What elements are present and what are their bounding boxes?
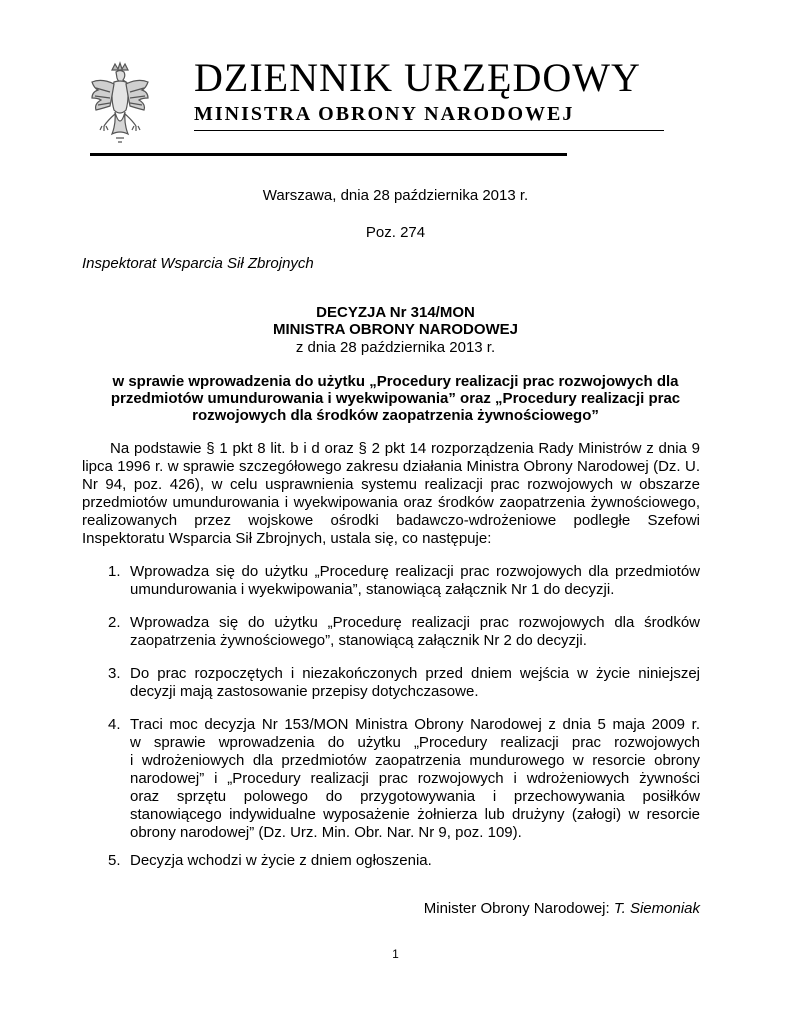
item-number: 4.: [108, 716, 121, 733]
subject-line: rozwojowych dla środków zaopatrzenia żywnościowego”: [192, 407, 599, 424]
list-item: [108, 614, 700, 650]
masthead-divider: [194, 130, 664, 131]
decision-authority: MINISTRA OBRONY NARODOWEJ: [272, 321, 518, 338]
masthead-subtitle: MINISTRA OBRONY NARODOWEJ: [194, 103, 575, 125]
item-line: Do prac rozpoczętych i niezakończonych przed dniem wejścia w życie niniejszej: [130, 665, 700, 682]
list-item: [108, 716, 700, 842]
preamble-text: Na podstawie § 1 pkt 8 lit. b i d oraz § 2 pkt 14 rozporządzenia Rady Ministrów z dnia 9 lipca 1996 r. w sprawie szczegółowego zakresu działania Ministra Obrony Narodowej (Dz. U. Nr 94, poz. 426), w celu usprawnienia systemu realizacji prac rozwojowych w obszarze przedmiotów umundurowania i wyekwipowania oraz środków zaopatrzenia żywnościowego, realizowanych przez wojskowe ośrodki badawczo-wdrożeniowe podległe Szefowi Inspektoratu Wsparcia Sił Zbrojnych, ustala się, co następuje:: [82, 440, 700, 547]
item-line: Traci moc decyzja Nr 153/MON Ministra Obrony Narodowej z dnia 5 maja 2009 r.: [130, 716, 700, 733]
header-rule: [90, 153, 567, 156]
list-item: [108, 852, 700, 870]
subject-line: w sprawie wprowadzenia do użytku „Procedury realizacji prac rozwojowych dla: [112, 373, 679, 390]
signature-label: Minister Obrony Narodowej:: [423, 900, 614, 917]
decision-number: DECYZJA Nr 314/MON: [316, 304, 475, 321]
item-line: Wprowadza się do użytku „Procedurę realizacji prac rozwojowych dla środków: [130, 614, 700, 631]
subject-line: przedmiotów umundurowania i wyekwipowania” oraz „Procedury realizacji prac: [110, 390, 681, 407]
preamble: [82, 440, 700, 548]
decision-date: z dnia 28 października 2013 r.: [295, 339, 496, 356]
item-line: i wdrożeniowych dla przedmiotów zaopatrzenia mundurowego w resorcie obrony: [130, 752, 700, 769]
item-line: Decyzja wchodzi w życie z dniem ogłoszenia.: [130, 852, 432, 869]
item-line: narodowej” i „Procedury realizacji prac rozwojowych i wdrożeniowych żywności: [130, 770, 700, 787]
eagle-emblem-icon: [88, 60, 152, 148]
item-line: umundurowania i wyekwipowania”, stanowiącą załącznik Nr 1 do decyzji.: [130, 581, 615, 598]
masthead-title: DZIENNIK URZĘDOWY: [194, 55, 641, 100]
item-number: 2.: [108, 614, 121, 631]
item-line: zaopatrzenia żywnościowego”, stanowiącą załącznik Nr 2 do decyzji.: [130, 632, 587, 649]
page-number: 1: [392, 947, 399, 961]
list-item: [108, 563, 700, 599]
item-line: obrony narodowej” (Dz. Urz. Min. Obr. Nar. Nr 9, poz. 109).: [130, 824, 522, 841]
position-number: Poz. 274: [365, 224, 426, 241]
item-line: Wprowadza się do użytku „Procedurę realizacji prac rozwojowych dla przedmiotów: [130, 563, 700, 580]
item-line: decyzji mają zastosowanie przepisy dotychczasowe.: [130, 683, 479, 700]
item-number: 3.: [108, 665, 121, 682]
signature: [424, 900, 700, 918]
list-item: [108, 665, 700, 701]
item-line: w sprawie wprowadzenia do użytku „Procedury realizacji prac rozwojowych: [130, 734, 700, 751]
issuer: Inspektorat Wsparcia Sił Zbrojnych: [82, 255, 314, 272]
item-line: stanowiącego indywidualne wyposażenie żołnierza lub drużyny (załogi) w resorcie: [130, 806, 700, 823]
item-number: 1.: [108, 563, 121, 580]
item-line: oraz sprzętu polowego do przygotowywania i przechowywania posiłków: [130, 788, 700, 805]
signature-name: T. Siemoniak: [613, 900, 700, 917]
item-number: 5.: [108, 852, 121, 869]
place-date: Warszawa, dnia 28 października 2013 r.: [262, 187, 529, 204]
